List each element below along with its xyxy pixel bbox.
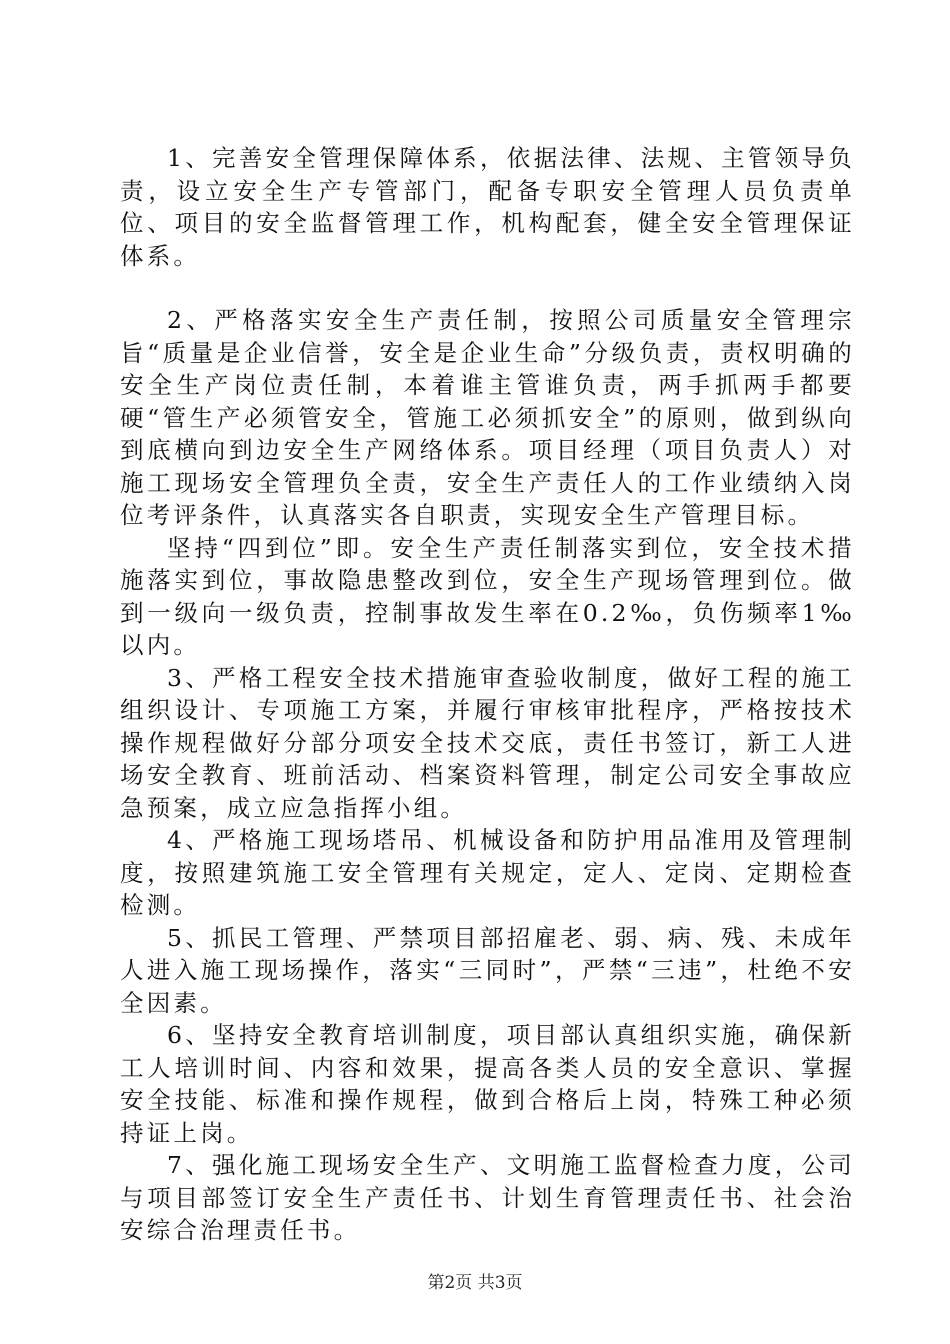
page-number-footer: 第2页 共3页 [427, 1273, 523, 1293]
paragraph-item-7: 7、强化施工现场安全生产、文明施工监督检查力度，公司与项目部签订安全生产责任书、计划生育管理责任书、社会治安综合治理责任书。 [120, 1151, 855, 1244]
paragraph-item-3: 3、严格工程安全技术措施审查验收制度，做好工程的施工组织设计、专项施工方案，并履行审核审批程序，严格按技术操作规程做好分部分项安全技术交底，责任书签订，新工人进场安全教育、班前活动、档案资料管理，制定公司安全事故应急预案，成立应急指挥小组。 [120, 663, 855, 822]
paragraph-four-in-place: 坚持“四到位”即。安全生产责任制落实到位，安全技术措施落实到位，事故隐患整改到位，安全生产现场管理到位。做到一级向一级负责，控制事故发生率在0.2‰，负伤频率1‰以内。 [120, 533, 855, 659]
document-body [120, 142, 855, 1247]
paragraph-item-1: 1、完善安全管理保障体系，依据法律、法规、主管领导负责，设立安全生产专管部门，配备专职安全管理人员负责单位、项目的安全监督管理工作，机构配套，健全安全管理保证体系。 [120, 144, 855, 270]
paragraph-item-5: 5、抓民工管理、严禁项目部招雇老、弱、病、残、未成年人进入施工现场操作，落实“三同时”，严禁“三违”，杜绝不安全因素。 [120, 923, 855, 1017]
paragraph-item-2: 2、严格落实安全生产责任制，按照公司质量安全管理宗旨“质量是企业信誉，安全是企业生命”分级负责，责权明确的安全生产岗位责任制，本着谁主管谁负责，两手抓两手都要硬“管生产必须管安全，管施工必须抓安全”的原则，做到纵向到底横向到边安全生产网络体系。项目经理（项目负责人）对施工现场安全管理负全责，安全生产责任人的工作业绩纳入岗位考评条件，认真落实各自职责，实现安全生产管理目标。 [120, 306, 855, 529]
paragraph-item-6: 6、坚持安全教育培训制度，项目部认真组织实施，确保新工人培训时间、内容和效果，提高各类人员的安全意识、掌握安全技能、标准和操作规程，做到合格后上岗，特殊工种必须持证上岗。 [120, 1021, 855, 1147]
paragraph-item-4: 4、严格施工现场塔吊、机械设备和防护用品准用及管理制度，按照建筑施工安全管理有关规定，定人、定岗、定期检查检测。 [120, 826, 855, 919]
